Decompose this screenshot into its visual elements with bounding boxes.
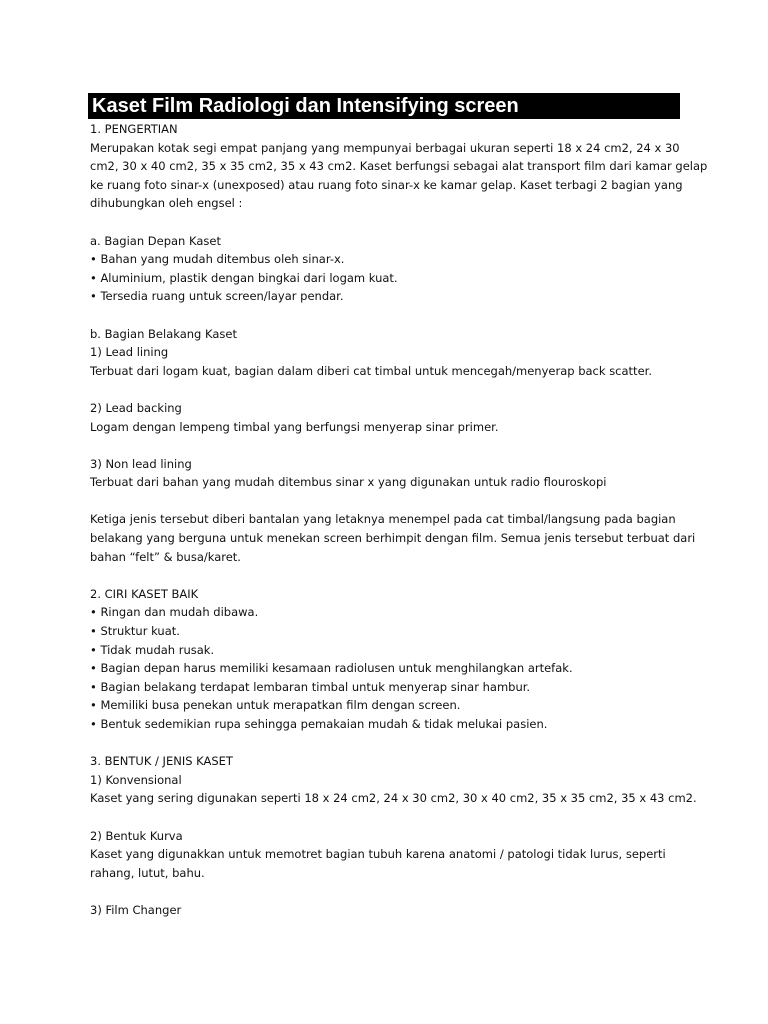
text-line: 2. CIRI KASET BAIK xyxy=(90,586,199,601)
text-line: 3) Non lead lining xyxy=(90,456,192,471)
blank-line xyxy=(90,734,690,753)
text-line: 1. PENGERTIAN xyxy=(90,122,178,136)
blank-line xyxy=(90,213,690,232)
text-line: rahang, lutut, bahu. xyxy=(90,865,205,880)
blank-line xyxy=(90,566,690,585)
text-line: Terbuat dari logam kuat, bagian dalam diberi cat timbal untuk mencegah/menyerap back scatter. xyxy=(90,363,652,378)
text-line: • Tidak mudah rusak. xyxy=(90,642,215,657)
document-title: Kaset Film Radiologi dan Intensifying screen xyxy=(88,93,680,119)
text-line: • Bentuk sedemikian rupa sehingga pemakaian mudah & tidak melukai pasien. xyxy=(90,717,548,731)
text-line: Terbuat dari bahan yang mudah ditembus sinar x yang digunakan untuk radio flouroskopi xyxy=(90,475,607,490)
text-line: b. Bagian Belakang Kaset xyxy=(90,326,237,341)
text-line: • Struktur kuat. xyxy=(90,624,180,639)
text-line: 1) Konvensional xyxy=(90,772,182,787)
text-line: Logam dengan lempeng timbal yang berfungsi menyerap sinar primer. xyxy=(90,419,499,434)
text-line: dihubungkan oleh engsel : xyxy=(90,196,243,211)
text-line: Kaset yang sering digunakan seperti 18 x 24 cm2, 24 x 30 cm2, 30 x 40 cm2, 35 x 35 cm2, 35 x 43 cm2. xyxy=(90,791,697,806)
text-line: 3. BENTUK / JENIS KASET xyxy=(90,754,233,769)
blank-line xyxy=(90,306,690,325)
text-line: • Bagian belakang terdapat lembaran timbal untuk menyerap sinar hambur. xyxy=(90,679,531,694)
text-line: • Bahan yang mudah ditembus oleh sinar-x. xyxy=(90,252,345,267)
text-line: • Bagian depan harus memiliki kesamaan radiolusen untuk menghilangkan artefak. xyxy=(90,661,573,676)
text-line: Merupakan kotak segi empat panjang yang mempunyai berbagai ukuran seperti 18 x 24 cm2, 24 x 30 xyxy=(90,140,680,155)
text-line: 2) Lead backing xyxy=(90,400,182,415)
text-line: a. Bagian Depan Kaset xyxy=(90,233,221,248)
blank-line xyxy=(90,492,690,511)
text-line: • Ringan dan mudah dibawa. xyxy=(90,605,259,620)
blank-line xyxy=(90,808,690,827)
text-line: Ketiga jenis tersebut diberi bantalan yang letaknya menempel pada cat timbal/langsung pada bagian xyxy=(90,512,676,527)
blank-line xyxy=(90,436,690,455)
text-line: ke ruang foto sinar-x (unexposed) atau ruang foto sinar-x ke kamar gelap. Kaset terbagi 2 bagian yang xyxy=(90,177,683,192)
text-line: • Tersedia ruang untuk screen/layar pendar. xyxy=(90,289,344,304)
text-line: 1) Lead lining xyxy=(90,345,169,360)
text-line: bahan “felt” & busa/karet. xyxy=(90,549,241,564)
blank-line xyxy=(90,882,690,901)
text-line: • Aluminium, plastik dengan bingkai dari logam kuat. xyxy=(90,270,398,285)
text-line: Kaset yang digunakkan untuk memotret bagian tubuh karena anatomi / patologi tidak lurus, seperti xyxy=(90,847,666,862)
text-line: 2) Bentuk Kurva xyxy=(90,828,183,843)
blank-line xyxy=(90,380,690,399)
document-body xyxy=(90,120,708,920)
text-line: belakang yang berguna untuk menekan screen berhimpit dengan film. Semua jenis tersebut terbuat dari xyxy=(90,531,696,546)
text-line: cm2, 30 x 40 cm2, 35 x 35 cm2, 35 x 43 cm2. Kaset berfungsi sebagai alat transport film dari kamar gelap xyxy=(90,159,708,174)
text-line: 3) Film Changer xyxy=(90,902,182,917)
text-line: • Memiliki busa penekan untuk merapatkan film dengan screen. xyxy=(90,698,461,713)
